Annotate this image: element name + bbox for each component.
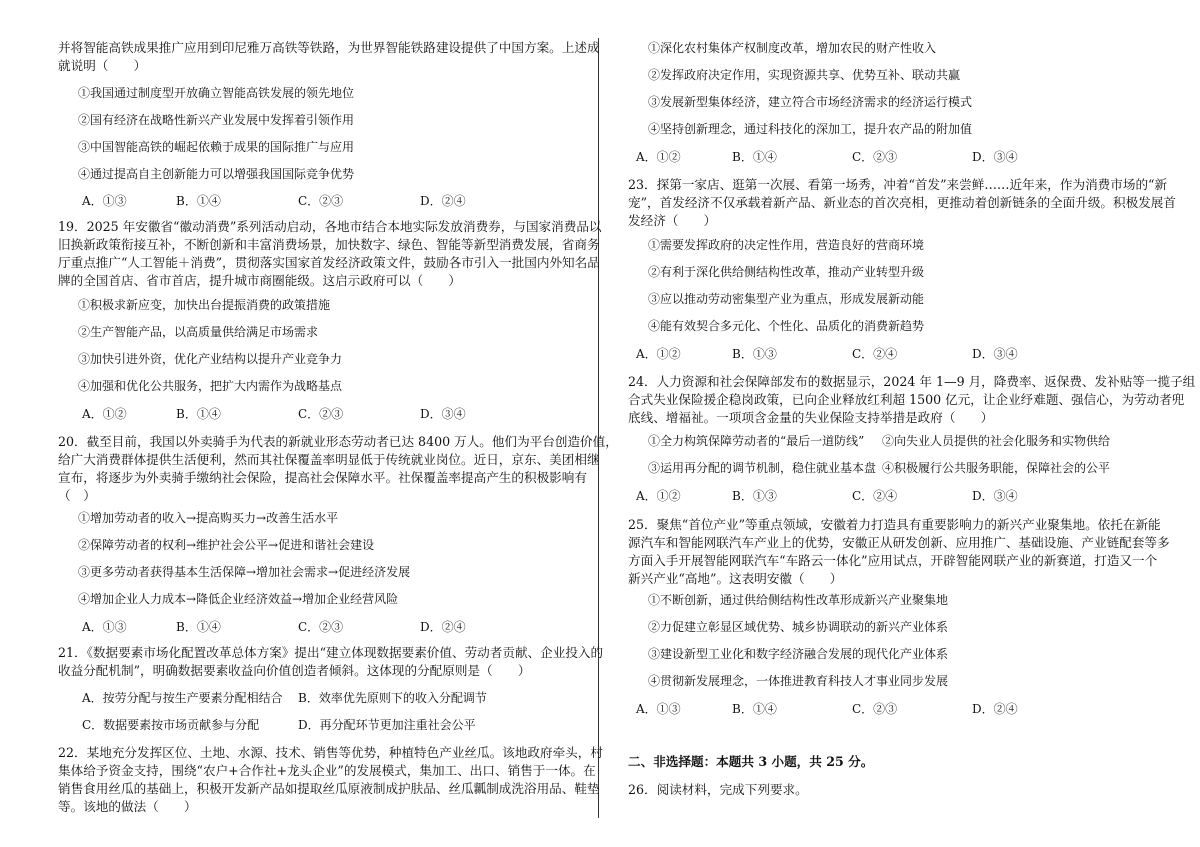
answer-b: B．①④ <box>176 407 221 421</box>
option-4: ④贯彻新发展理念，一体推进教育科技人才事业同步发展 <box>648 674 949 688</box>
option-1: ①增加劳动者的收入→提高购买力→改善生活水平 <box>78 511 339 525</box>
question-stem-line: 销售食用丝瓜的基础上，积极开发新产品如提取丝瓜原液制成护肤品、丝瓜瓤制成洗浴用品、鞋垫 <box>58 781 600 796</box>
answer-c: C．②③ <box>298 407 344 421</box>
question-stem-line: 并将智能高铁成果推广应用到印尼雅万高铁等铁路，为世界智能铁路建设提供了中国方案。上述成 <box>58 40 600 55</box>
answer-c: C．数据要素按市场贡献参与分配 <box>82 718 260 732</box>
option-2: ②国有经济在战略性新兴产业发展中发挥着引领作用 <box>78 113 355 127</box>
answer-b: B．①③ <box>732 489 777 503</box>
option-3: ③发展新型集体经济，建立符合市场经济需求的经济运行模式 <box>648 95 973 109</box>
question-stem-line: 集体给予资金支持，围绕“农户+合作社+龙头企业”的发展模式，集加工、出口、销售于一体。在 <box>58 763 596 778</box>
section-heading: 二、非选择题：本题共 3 小题，共 25 分。 <box>628 754 874 769</box>
option-4: ④加强和优化公共服务，把扩大内需作为战略基点 <box>78 379 343 393</box>
option-3: ③应以推动劳动密集型产业为重点，形成发展新动能 <box>648 292 925 306</box>
question-stem-line: 收益分配机制”，明确数据要素收益向价值创造者倾斜。这体现的分配原则是（ ） <box>58 663 531 678</box>
answer-d: D．②④ <box>420 620 466 634</box>
answer-d: D．③④ <box>972 489 1018 503</box>
option-2: ②向失业人员提供的社会化服务和实物供给 <box>882 434 1111 448</box>
answer-c: C．②④ <box>852 489 898 503</box>
option-4: ④坚持创新理念，通过科技化的深加工，提升农产品的附加值 <box>648 122 973 136</box>
question-stem-line: 宠”，首发经济不仅承载着新产品、新业态的首次亮相，更推动着创新链条的全面升级。积极发展首 <box>628 195 1176 210</box>
option-1: ①深化农村集体产权制度改革，增加农民的财产性收入 <box>648 41 937 55</box>
question-stem-line: 宣布，将逐步为外卖骑手缴纳社会保险，提高社会保障水平。社保覆盖率提高产生的积极影响有 <box>58 470 587 485</box>
question-26-stem: 26．阅读材料，完成下列要求。 <box>628 782 808 797</box>
question-stem-line: 22．某地充分发挥区位、土地、水源、技术、销售等优势，种植特色产业丝瓜。该地政府牵头，村 <box>58 745 603 760</box>
question-stem-line: 源汽车和智能网联汽车产业上的优势，安徽正从研发创新、应用推广、基础设施、产业链配套等多 <box>628 535 1170 550</box>
question-stem-line: 20．截至目前，我国以外卖骑手为代表的新就业形态劳动者已达 8400 万人。他们为平台创造价值， <box>58 434 618 449</box>
question-stem-line: 旧换新政策衔接互补，不断创新和丰富消费场景，加快数字、绿色、智能等新型消费发展，省商务 <box>58 237 600 252</box>
answer-a: A．①② <box>636 347 681 361</box>
answer-b: B．①④ <box>732 702 777 716</box>
question-stem-line: 25．聚焦“首位产业”等重点领域，安徽着力打造具有重要影响力的新兴产业聚集地。依托在新能 <box>628 517 1161 532</box>
option-3: ③建设新型工业化和数字经济融合发展的现代化产业体系 <box>648 647 949 661</box>
question-stem-line: 就说明（ ） <box>58 58 147 73</box>
answer-d: D．再分配环节更加注重社会公平 <box>298 718 476 732</box>
question-stem-line: 合式失业保险援企稳岗政策，已向企业释放红利超 1500 亿元，让企业纾难题、强信心，为劳动者兜 <box>628 392 1185 407</box>
question-stem-line: 发经济（ ） <box>628 213 717 228</box>
option-1: ①积极求新应变，加快出台提振消费的政策措施 <box>78 298 331 312</box>
question-stem-line: 底线、增福祉。一项项含金量的失业保险支持举措是政府（ ） <box>628 410 994 425</box>
option-4: ④积极履行公共服务职能，保障社会的公平 <box>882 461 1111 475</box>
question-stem-line: 方面入手开展智能网联汽车“车路云一体化”应用试点，开辟智能网联产业的新赛道，打造又一个 <box>628 553 1158 568</box>
answer-b: B．①④ <box>176 194 221 208</box>
answer-c: C．②③ <box>298 620 344 634</box>
option-2: ②有利于深化供给侧结构性改革，推动产业转型升级 <box>648 265 925 279</box>
option-3: ③运用再分配的调节机制，稳住就业基本盘 <box>648 461 877 475</box>
question-stem-line: （ ） <box>58 488 96 503</box>
answer-a: A．①③ <box>82 194 127 208</box>
option-2: ②发挥政府决定作用，实现资源共享、优势互补、联动共赢 <box>648 68 961 82</box>
option-4: ④通过提高自主创新能力可以增强我国国际竞争优势 <box>78 167 355 181</box>
answer-d: D．②④ <box>420 194 466 208</box>
answer-a: A．按劳分配与按生产要素分配相结合 <box>82 691 283 705</box>
question-stem-line: 新兴产业“高地”。这表明安徽（ ） <box>628 571 843 586</box>
option-1: ①全力构筑保障劳动者的“最后一道防线” <box>648 434 865 448</box>
option-2: ②力促建立彰显区域优势、城乡协调联动的新兴产业体系 <box>648 620 949 634</box>
answer-a: A．①② <box>636 150 681 164</box>
answer-c: C．②③ <box>298 194 344 208</box>
answer-d: D．③④ <box>972 150 1018 164</box>
answer-c: C．②③ <box>852 150 898 164</box>
column-divider <box>598 38 599 818</box>
answer-a: A．①② <box>82 407 127 421</box>
question-stem-line: 牌的全国首店、省市首店，提升城市商圈能级。这启示政府可以（ ） <box>58 273 461 288</box>
question-stem-line: 21．《数据要素市场化配置改革总体方案》提出“建立体现数据要素价值、劳动者贡献、企业投入的 <box>58 645 604 660</box>
answer-d: D．②④ <box>972 702 1018 716</box>
question-stem-line: 给广大消费群体提供生活便利，然而其社保覆盖率明显低于传统就业岗位。近日，京东、美团相继 <box>58 452 600 467</box>
option-3: ③中国智能高铁的崛起依赖于成果的国际推广与应用 <box>78 140 355 154</box>
option-4: ④增加企业人力成本→降低企业经济效益→增加企业经营风险 <box>78 592 399 606</box>
option-3: ③更多劳动者获得基本生活保障→增加社会需求→促进经济发展 <box>78 565 411 579</box>
question-stem-line: 24．人力资源和社会保障部发布的数据显示，2024 年 1—9 月，降费率、返保费、发补贴等一揽子组 <box>628 374 1196 389</box>
option-2: ②生产智能产品，以高质量供给满足市场需求 <box>78 325 319 339</box>
question-stem-line: 等。该地的做法（ ） <box>58 799 197 814</box>
option-1: ①需要发挥政府的决定性作用，营造良好的营商环境 <box>648 238 925 252</box>
question-stem-line: 23．探第一家店、逛第一次展、看第一场秀，冲着“首发”来尝鲜……近年来，作为消费市场的“新 <box>628 177 1168 192</box>
option-1: ①不断创新，通过供给侧结构性改革形成新兴产业聚集地 <box>648 593 949 607</box>
answer-b: B．①③ <box>732 347 777 361</box>
answer-d: D．③④ <box>420 407 466 421</box>
answer-b: B．效率优先原则下的收入分配调节 <box>298 691 487 705</box>
answer-c: C．②③ <box>852 702 898 716</box>
answer-a: A．①② <box>636 489 681 503</box>
option-4: ④能有效契合多元化、个性化、品质化的消费新趋势 <box>648 319 925 333</box>
option-1: ①我国通过制度型开放确立智能高铁发展的领先地位 <box>78 86 355 100</box>
question-stem-line: 19．2025 年安徽省“徽动消费”系列活动启动，各地市结合本地实际发放消费券，与国家消费品以 <box>58 219 602 234</box>
answer-a: A．①③ <box>82 620 127 634</box>
question-stem-line: 厅重点推广“人工智能＋消费”，贯彻落实国家首发经济政策文件，鼓励各市引入一批国内外知名品 <box>58 255 600 270</box>
answer-b: B．①④ <box>732 150 777 164</box>
option-3: ③加快引进外资，优化产业结构以提升产业竞争力 <box>78 352 343 366</box>
answer-b: B．①④ <box>176 620 221 634</box>
option-2: ②保障劳动者的权利→维护社会公平→促进和谐社会建设 <box>78 538 375 552</box>
answer-c: C．②④ <box>852 347 898 361</box>
answer-a: A．①③ <box>636 702 681 716</box>
answer-d: D．③④ <box>972 347 1018 361</box>
